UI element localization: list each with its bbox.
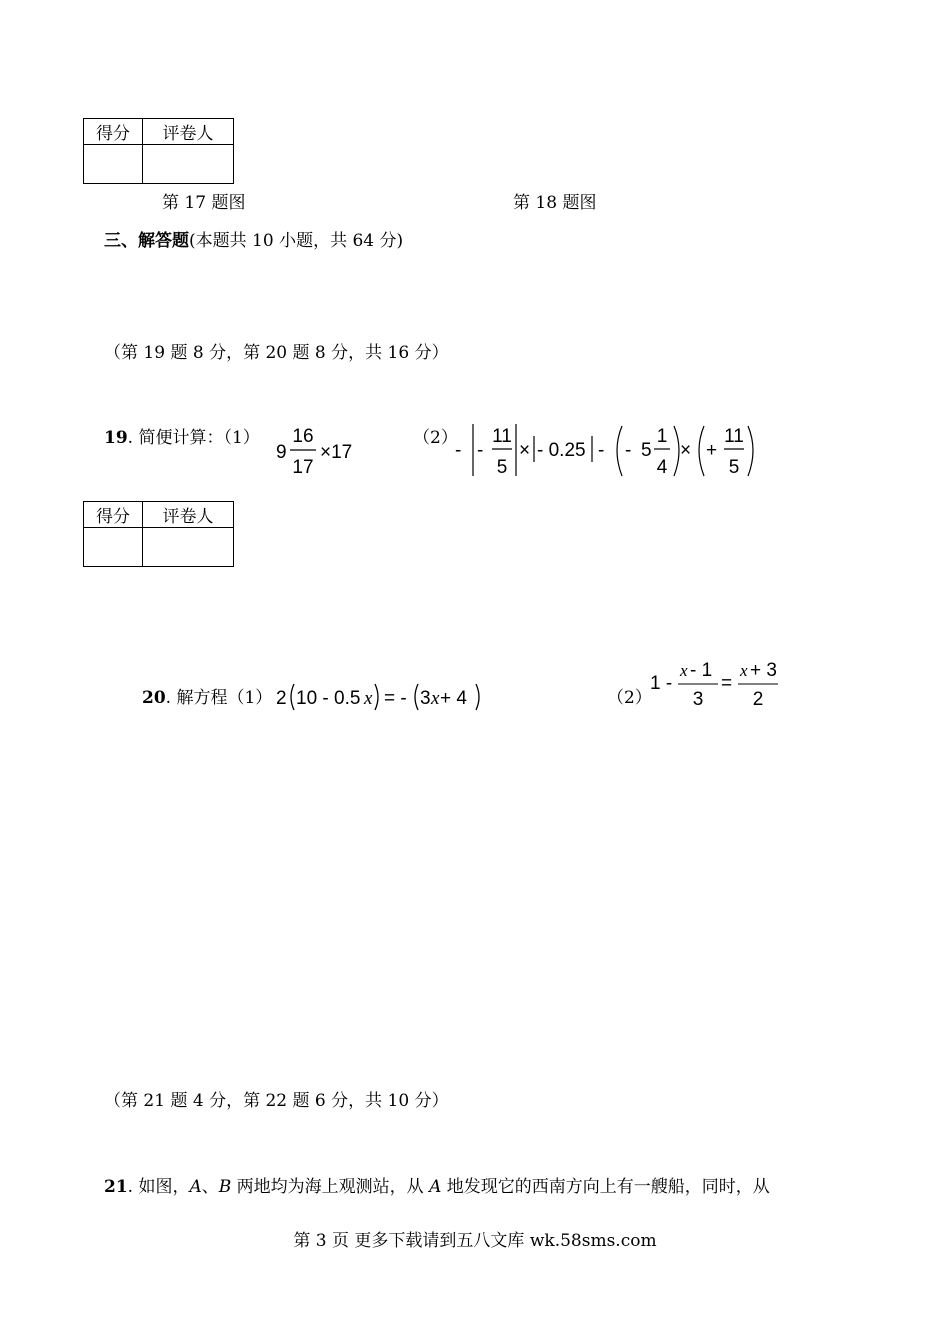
q21-point-b: B xyxy=(218,1177,232,1197)
q21-number: 21 xyxy=(104,1177,128,1197)
q20-eq2-lead: 1 - xyxy=(650,673,673,694)
left-paren xyxy=(617,426,622,476)
right-paren xyxy=(674,426,679,476)
q20-part2-label: （2） xyxy=(607,688,652,708)
q19-p2-abs2: - 0.25 xyxy=(537,440,586,461)
q19-p2-times1: × xyxy=(519,440,531,461)
q19-p2-paren2-sign: + xyxy=(706,440,718,461)
q19-p1-den: 17 xyxy=(292,457,314,478)
caption-fig18: 第 18 题图 xyxy=(513,193,597,213)
q19-p2-f2-num: 1 xyxy=(656,426,668,447)
q21-text-c: 地发现它的西南方向上有一艘船，同时，从 xyxy=(441,1177,770,1197)
grader-cell xyxy=(143,528,234,567)
q19-p2-f2-den: 4 xyxy=(656,457,668,478)
q21-point-a: A xyxy=(189,1177,202,1197)
grader-header: 评卷人 xyxy=(143,119,234,145)
q19-p1-num: 16 xyxy=(292,426,314,447)
q20-eq1-a: 2 xyxy=(276,688,287,709)
q20-eq1-d: 3 xyxy=(420,688,431,709)
points-note-21-22: （第 21 题 4 分，第 22 题 6 分，共 10 分） xyxy=(104,1091,449,1111)
right-paren xyxy=(748,426,753,476)
page-footer: 第 3 页 更多下载请到五八文库 wk.58sms.com xyxy=(293,1231,657,1251)
q20-eq1-c: = - xyxy=(384,688,407,709)
q19-p2-f1-num: 11 xyxy=(492,426,512,447)
score-cell xyxy=(84,528,143,567)
section-heading xyxy=(104,233,403,250)
score-table-2 xyxy=(83,501,234,567)
left-paren xyxy=(291,684,294,710)
q19-p2-f1-den: 5 xyxy=(496,457,508,478)
section-note: (本题共 10 小题，共 64 分) xyxy=(189,231,404,251)
q19-p2-f3-num: 11 xyxy=(724,426,744,447)
q20-text: . 解方程（1） xyxy=(165,688,273,708)
q20-eq1-x: x xyxy=(364,688,373,709)
section-title: 三、解答题 xyxy=(104,231,189,251)
q20-prompt xyxy=(142,690,272,707)
q20-eq2-math xyxy=(648,656,788,714)
q19-p2-neg: - xyxy=(455,440,462,461)
q20-eq1-math xyxy=(272,678,492,714)
q20-eq2-n2b: + 3 xyxy=(750,660,777,681)
caption-fig17: 第 17 题图 xyxy=(162,193,246,213)
q19-text: . 简便计算：（1） xyxy=(127,428,260,448)
q19-p2-times2: × xyxy=(680,440,692,461)
score-header: 得分 xyxy=(84,119,143,145)
q19-p1-rest: ×17 xyxy=(320,442,353,463)
q19-part1-math xyxy=(272,420,382,482)
q19-p2-f3-den: 5 xyxy=(728,457,740,478)
q19-p2-mixed-whole: 5 xyxy=(641,440,652,461)
q20-eq2-n2a: x xyxy=(740,661,748,680)
right-paren xyxy=(476,684,479,710)
q20-eq1-e: + 4 xyxy=(440,688,467,709)
q19-part2-math xyxy=(450,418,760,484)
q21-prompt xyxy=(104,1179,770,1196)
score-cell xyxy=(84,145,143,184)
q19-part2-label: （2） xyxy=(413,428,458,448)
q19-p1-whole: 9 xyxy=(276,442,287,463)
q21-text-b: 两地均为海上观测站，从 xyxy=(231,1177,430,1197)
q19-p2-inner-sign: - xyxy=(477,440,484,461)
q20-eq1-b: 10 - 0.5 xyxy=(296,688,361,709)
q20-eq2-n1b: - 1 xyxy=(690,660,713,681)
score-table-1 xyxy=(83,118,234,184)
q19-prompt xyxy=(104,430,260,447)
left-paren xyxy=(699,426,704,476)
q20-eq2-eq: = xyxy=(721,673,733,694)
points-note-19-20: （第 19 题 8 分，第 20 题 8 分，共 16 分） xyxy=(104,343,449,363)
grader-header: 评卷人 xyxy=(143,502,234,528)
q20-eq1-x2: x xyxy=(431,688,440,709)
q20-eq2-d2: 2 xyxy=(752,689,764,710)
left-paren xyxy=(415,684,418,710)
q21-point-a2: A xyxy=(429,1177,442,1197)
q20-eq2-n1a: x xyxy=(680,661,688,680)
q19-p2-minus: - xyxy=(598,440,605,461)
q20-number: 20 xyxy=(142,688,166,708)
score-header: 得分 xyxy=(84,502,143,528)
q19-p2-paren1-sign: - xyxy=(625,440,632,461)
q19-number: 19 xyxy=(104,428,128,448)
q21-text-a: . 如图， xyxy=(127,1177,190,1197)
q20-eq2-d1: 3 xyxy=(692,689,704,710)
q21-sep: 、 xyxy=(201,1177,219,1197)
right-paren xyxy=(375,684,378,710)
grader-cell xyxy=(143,145,234,184)
